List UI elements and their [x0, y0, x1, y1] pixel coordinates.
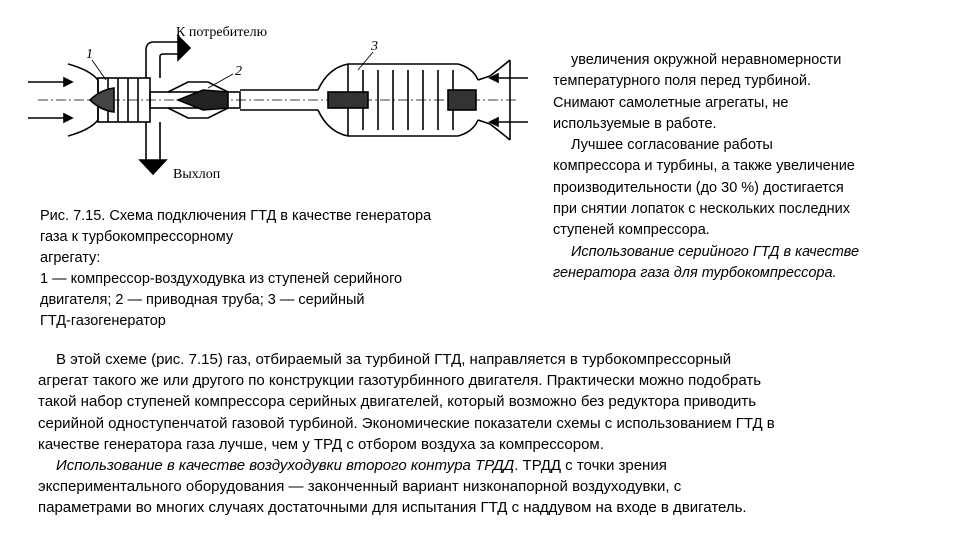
- right-column-text: [553, 50, 943, 284]
- main-p2-line: экспериментального оборудования — законченный вариант низконапорной воздуходувки, с: [38, 478, 682, 496]
- main-p2-rest: . ТРДД с точки зрения: [514, 457, 667, 475]
- right-p1-line: увеличения окружной неравномерности: [571, 52, 842, 68]
- main-p2-first-line: [38, 455, 928, 476]
- main-p1-line: серийной одноступенчатой газовой турбиной. Экономические показатели схемы с использованием ГТД в: [38, 414, 775, 432]
- main-p2-line: параметрами во многих случаях достаточными для испытания ГТД с наддувом на входе в двигатель.: [38, 499, 747, 517]
- label-num-1: 1: [86, 47, 93, 62]
- figure-schematic: [28, 20, 528, 200]
- schematic-drawing: [28, 20, 528, 200]
- main-p1-line: качестве генератора газа лучше, чем у ТРД с отбором воздуха за компрессором.: [38, 435, 604, 453]
- main-body-text: [38, 349, 928, 519]
- caption-line: агрегату:: [40, 250, 101, 266]
- right-p2-line: Лучшее согласование работы: [571, 137, 773, 154]
- right-p2-line: при снятии лопаток с нескольких последних: [553, 201, 851, 218]
- label-exhaust: Выхлоп: [173, 167, 221, 182]
- main-p2-italic: Использование в качестве воздуходувки второго контура ТРДД: [56, 457, 515, 475]
- main-p1-line: такой набор ступеней компрессора серийных двигателей, который возможно без редуктора приводить: [38, 393, 757, 411]
- right-p3-line: генератора газа для турбокомпрессора.: [553, 264, 837, 281]
- right-p3-line: Использование серийного ГТД в качестве: [571, 243, 860, 260]
- label-num-3: 3: [371, 39, 378, 54]
- caption-line: двигателя; 2 — приводная труба; 3 — серийный: [40, 292, 365, 308]
- right-p2-line: производительности (до 30 %) достигается: [553, 179, 844, 196]
- main-p1-line: агрегат такого же или другого по конструкции газотурбинного двигателя. Практически можно подобрать: [38, 372, 762, 390]
- caption-line: Рис. 7.15. Схема подключения ГТД в качестве генератора: [40, 208, 432, 224]
- label-consumer: К потребителю: [176, 25, 268, 40]
- right-p1-line: температурного поля перед турбиной.: [553, 73, 812, 90]
- right-p1-line: используемые в работе.: [553, 115, 717, 132]
- figure-caption: [40, 206, 520, 332]
- right-p1-line: Снимают самолетные агрегаты, не: [553, 94, 789, 111]
- caption-line: газа к турбокомпрессорному: [40, 229, 234, 245]
- main-p1-line: В этой схеме (рис. 7.15) газ, отбираемый за турбиной ГТД, направляется в турбокомпрессорный: [56, 351, 732, 368]
- right-p2-line: ступеней компрессора.: [553, 222, 710, 239]
- caption-line: ГТД-газогенератор: [40, 313, 166, 329]
- right-p2-line: компрессора и турбины, а также увеличение: [553, 158, 855, 175]
- label-num-2: 2: [235, 64, 242, 79]
- caption-line: 1 — компрессор-воздуходувка из ступеней серийного: [40, 271, 403, 287]
